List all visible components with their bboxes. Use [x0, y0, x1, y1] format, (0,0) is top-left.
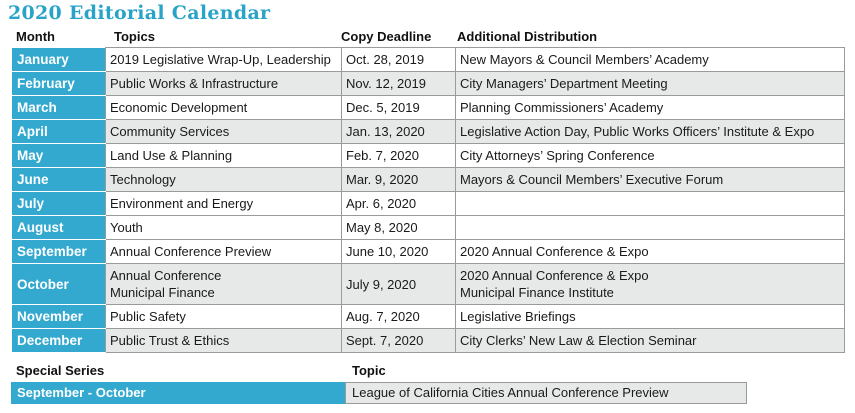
topic-cell: [106, 264, 342, 305]
topic-cell-text: Environment and Energy: [110, 196, 254, 211]
topic-cell-text: Annual Conference Preview: [110, 244, 272, 259]
distribution-cell-text: City Attorneys’ Spring Conference: [460, 148, 655, 163]
topic-cell-text: Public Safety: [110, 309, 186, 324]
deadline-cell: [342, 240, 456, 264]
distribution-cell-text: City Managers’ Department Meeting: [460, 76, 668, 91]
month-cell: [12, 72, 106, 96]
deadline-cell: [342, 48, 456, 72]
deadline-cell: [342, 305, 456, 329]
topic-cell-text: Community Services: [110, 124, 230, 139]
table-row: [12, 144, 845, 168]
deadline-cell-text: Nov. 12, 2019: [346, 76, 426, 91]
table-row: [12, 305, 845, 329]
deadline-cell: [342, 96, 456, 120]
deadline-cell-text: July 9, 2020: [346, 276, 417, 292]
deadline-cell: [342, 120, 456, 144]
distribution-cell: [456, 305, 845, 329]
month-cell: [12, 168, 106, 192]
month-cell-text: November: [17, 309, 84, 324]
topic-cell: [106, 305, 342, 329]
deadline-cell: [342, 72, 456, 96]
topic-cell: [106, 72, 342, 96]
table-row: [12, 240, 845, 264]
header-copy-deadline: Copy Deadline: [341, 29, 432, 44]
distribution-cell-text: Mayors & Council Members’ Executive Forum: [460, 172, 724, 187]
distribution-cell-text: Planning Commissioners’ Academy: [460, 100, 664, 115]
deadline-cell: [342, 168, 456, 192]
table-row: [12, 96, 845, 120]
month-cell-text: July: [17, 196, 45, 211]
header-topics: Topics: [114, 29, 155, 44]
table-row: [12, 120, 845, 144]
month-cell: [12, 264, 106, 305]
table-row: [12, 72, 845, 96]
month-cell: [12, 192, 106, 216]
deadline-cell-text: May 8, 2020: [346, 220, 418, 235]
month-cell: [12, 216, 106, 240]
special-topic-header: Topic: [352, 363, 386, 378]
deadline-cell: [342, 216, 456, 240]
deadline-cell-text: Dec. 5, 2019: [346, 100, 420, 115]
topic-cell: [106, 96, 342, 120]
deadline-cell: [342, 264, 456, 305]
month-cell: [12, 144, 106, 168]
topic-cell: [106, 144, 342, 168]
table-row: [12, 329, 845, 353]
distribution-cell: [456, 72, 845, 96]
page-title: 2020 Editorial Calendar: [8, 2, 271, 24]
table-row: [12, 48, 845, 72]
deadline-cell-text: Aug. 7, 2020: [346, 309, 420, 324]
special-series-topic: League of California Cities Annual Conference Preview: [345, 382, 747, 404]
month-cell: [12, 240, 106, 264]
distribution-cell: [456, 168, 845, 192]
month-cell: [12, 96, 106, 120]
topic-cell: [106, 48, 342, 72]
distribution-cell-text: Municipal Finance Institute: [460, 285, 614, 300]
header-additional-distribution: Additional Distribution: [457, 29, 598, 44]
deadline-cell-text: Apr. 6, 2020: [346, 196, 417, 211]
distribution-cell: [456, 216, 845, 240]
editorial-calendar-table: [11, 47, 845, 353]
deadline-cell-text: Oct. 28, 2019: [346, 52, 425, 67]
month-cell-text: February: [17, 76, 75, 91]
distribution-cell: [456, 329, 845, 353]
topic-cell-text: Municipal Finance: [110, 285, 215, 300]
month-cell: [12, 48, 106, 72]
distribution-cell-text: 2020 Annual Conference & Expo: [460, 244, 649, 259]
topic-cell-text: 2019 Legislative Wrap-Up, Leadership: [110, 52, 331, 67]
month-cell-text: September: [17, 244, 87, 259]
distribution-cell: [456, 144, 845, 168]
topic-cell: [106, 240, 342, 264]
topic-cell-text: Public Trust & Ethics: [110, 333, 230, 348]
distribution-cell-text: Legislative Briefings: [460, 309, 576, 324]
topic-cell: [106, 168, 342, 192]
special-series-months: September - October: [11, 382, 345, 404]
deadline-cell-text: June 10, 2020: [346, 244, 429, 259]
month-cell-text: August: [17, 220, 64, 235]
month-cell-text: January: [17, 52, 69, 67]
deadline-cell-text: Jan. 13, 2020: [346, 124, 425, 139]
header-month: Month: [16, 29, 55, 44]
topic-cell: [106, 120, 342, 144]
distribution-cell: [456, 48, 845, 72]
distribution-cell: [456, 240, 845, 264]
table-row: [12, 264, 845, 305]
topic-cell: [106, 216, 342, 240]
month-cell-text: May: [17, 148, 44, 163]
topic-cell-text: Youth: [110, 220, 143, 235]
deadline-cell: [342, 329, 456, 353]
topic-cell-text: Land Use & Planning: [110, 148, 233, 163]
month-cell-text: March: [17, 100, 57, 115]
month-cell-text: April: [17, 124, 48, 139]
deadline-cell-text: Mar. 9, 2020: [346, 172, 419, 187]
month-cell-text: December: [17, 333, 83, 348]
distribution-cell: [456, 96, 845, 120]
table-row: [12, 192, 845, 216]
deadline-cell-text: Sept. 7, 2020: [346, 333, 424, 348]
distribution-cell-text: Legislative Action Day, Public Works Officers’ Institute & Expo: [460, 124, 815, 139]
month-cell: [12, 329, 106, 353]
distribution-cell: [456, 264, 845, 305]
deadline-cell: [342, 192, 456, 216]
month-cell: [12, 305, 106, 329]
topic-cell-text: Public Works & Infrastructure: [110, 76, 279, 91]
table-row: [12, 168, 845, 192]
distribution-cell: [456, 120, 845, 144]
distribution-cell: [456, 192, 845, 216]
distribution-cell-text: New Mayors & Council Members’ Academy: [460, 52, 709, 67]
topic-cell-text: Technology: [110, 172, 176, 187]
distribution-cell-text: City Clerks’ New Law & Election Seminar: [460, 333, 697, 348]
topic-cell: [106, 192, 342, 216]
distribution-cell-text: 2020 Annual Conference & Expo: [460, 268, 649, 283]
deadline-cell-text: Feb. 7, 2020: [346, 148, 419, 163]
topic-cell-text: Economic Development: [110, 100, 248, 115]
deadline-cell: [342, 144, 456, 168]
month-cell: [12, 120, 106, 144]
month-cell-text: June: [17, 172, 49, 187]
month-cell-text: October: [17, 276, 69, 292]
topic-cell-text: Annual Conference: [110, 268, 222, 283]
table-row: [12, 216, 845, 240]
topic-cell: [106, 329, 342, 353]
special-series-header: Special Series: [16, 363, 105, 378]
